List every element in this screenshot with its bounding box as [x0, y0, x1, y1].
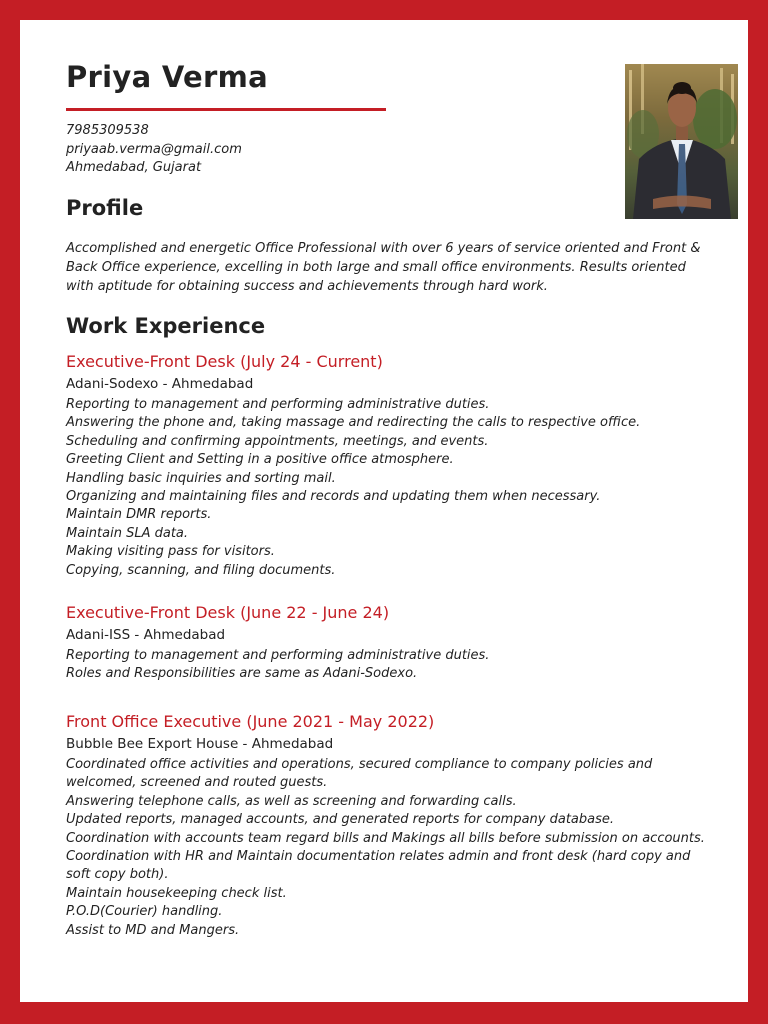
duty-item: Maintain housekeeping check list.	[66, 885, 287, 901]
candidate-name: Priya Verma	[66, 60, 268, 94]
duty-item: Assist to MD and Mangers.	[66, 922, 240, 938]
job-duties	[66, 756, 716, 940]
profile-photo-image	[625, 64, 738, 219]
duty-item: Coordinated office activities and operations, secured compliance to company policies and welcomed, screened and routed guests.	[66, 757, 653, 791]
duty-item: Maintain DMR reports.	[66, 507, 212, 523]
job-entry	[66, 351, 716, 580]
phone-number: 7985309538	[66, 123, 149, 138]
contact-block	[66, 122, 242, 178]
job-entry	[66, 602, 716, 684]
work-experience-heading: Work Experience	[66, 314, 266, 338]
duty-item: Handling basic inquiries and sorting mail.	[66, 470, 336, 486]
job-title: Executive-Front Desk (July 24 - Current)	[66, 352, 383, 371]
duty-item: Copying, scanning, and filing documents.	[66, 562, 336, 578]
duty-item: Organizing and maintaining files and records and updating them when necessary.	[66, 489, 601, 505]
duty-item: P.O.D(Courier) handling.	[66, 904, 223, 920]
job-entry	[66, 711, 716, 940]
duty-item: Scheduling and confirming appointments, meetings, and events.	[66, 433, 489, 449]
duty-item: Coordination with accounts team regard bills and Makings all bills before submission on accounts.	[66, 830, 705, 846]
duty-item: Coordination with HR and Maintain documentation relates admin and front desk (hard copy and soft copy both).	[66, 849, 691, 883]
profile-photo	[625, 64, 738, 219]
duty-item: Roles and Responsibilities are same as Adani-Sodexo.	[66, 666, 418, 682]
duty-item: Updated reports, managed accounts, and generated reports for company database.	[66, 812, 615, 828]
job-duties	[66, 396, 716, 580]
email-address: priyaab.verma@gmail.com	[66, 141, 242, 157]
duty-item: Reporting to management and performing administrative duties.	[66, 648, 490, 663]
job-title: Executive-Front Desk (June 22 - June 24)	[66, 603, 390, 622]
job-company: Bubble Bee Export House - Ahmedabad	[66, 736, 334, 752]
resume-page	[20, 20, 748, 1002]
duty-item: Answering the phone and, taking massage and redirecting the calls to respective office.	[66, 415, 641, 431]
duty-item: Maintain SLA data.	[66, 525, 189, 541]
job-company: Adani-Sodexo - Ahmedabad	[66, 376, 254, 392]
profile-heading: Profile	[66, 196, 144, 220]
duty-item: Answering telephone calls, as well as screening and forwarding calls.	[66, 793, 517, 809]
name-underline	[66, 108, 386, 111]
job-title: Front Office Executive (June 2021 - May 2022)	[66, 712, 435, 731]
job-duties	[66, 647, 716, 684]
duty-item: Making visiting pass for visitors.	[66, 544, 275, 560]
profile-summary: Accomplished and energetic Office Professional with over 6 years of service oriented and Front & Back Office experience, excelling in both large and small office environments. Results oriented with aptitude for obtaining success and achievements through hard work.	[66, 241, 701, 294]
job-company: Adani-ISS - Ahmedabad	[66, 627, 226, 643]
duty-item: Reporting to management and performing administrative duties.	[66, 397, 490, 412]
location: Ahmedabad, Gujarat	[66, 160, 202, 175]
duty-item: Greeting Client and Setting in a positive office atmosphere.	[66, 452, 454, 468]
